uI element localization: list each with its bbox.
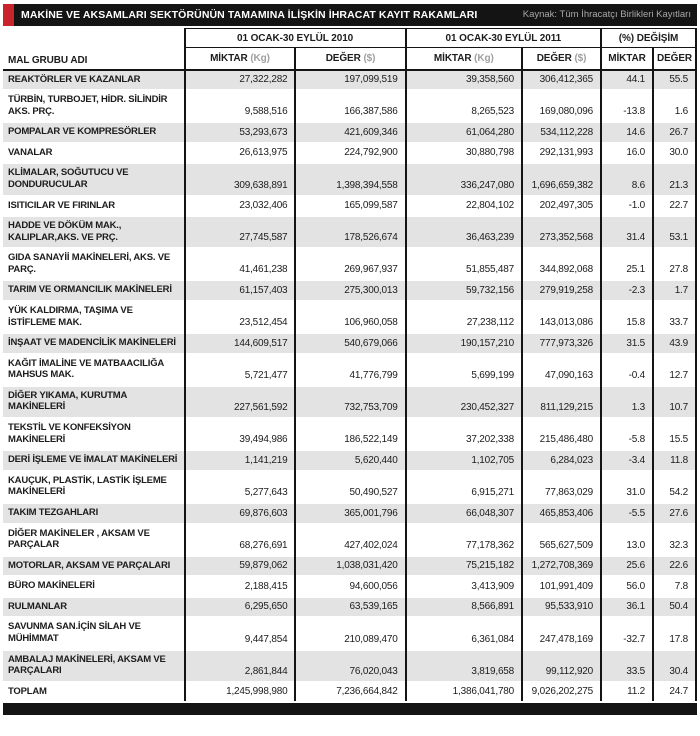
value-degisim-miktar: 25.6	[601, 556, 653, 577]
value-degisim-deger: 15.5	[653, 418, 696, 450]
column-header-miktar-2010	[185, 48, 296, 70]
value-miktar-2011: 8,566,891	[406, 597, 522, 618]
value-deger-2011: 1,272,708,369	[522, 556, 601, 577]
value-deger-2010: 540,679,066	[295, 333, 405, 354]
header-label: MİKTAR	[608, 52, 646, 64]
product-group-label: TAKIM TEZGAHLARI	[3, 503, 185, 524]
value-miktar-2010: 26,613,975	[185, 143, 296, 164]
value-deger-2010: 166,387,586	[295, 90, 405, 122]
table-row	[3, 122, 696, 143]
header-group-row	[3, 29, 696, 48]
value-miktar-2011: 30,880,798	[406, 143, 522, 164]
value-deger-2011: 6,284,023	[522, 450, 601, 471]
value-degisim-miktar: -32.7	[601, 617, 653, 649]
value-degisim-miktar: 31.4	[601, 216, 653, 248]
value-miktar-2011: 61,064,280	[406, 122, 522, 143]
header-unit: ($)	[574, 52, 587, 64]
table-row	[3, 524, 696, 556]
value-miktar-2011: 6,361,084	[406, 617, 522, 649]
value-degisim-miktar: 8.6	[601, 163, 653, 195]
value-miktar-2010: 309,638,891	[185, 163, 296, 195]
value-miktar-2011: 3,819,658	[406, 650, 522, 682]
product-group-label: ISITICILAR VE FIRINLAR	[3, 196, 185, 217]
product-group-label: TEKSTİL VE KONFEKSİYON MAKİNELERİ	[3, 418, 185, 450]
table-row	[3, 216, 696, 248]
value-degisim-deger: 24.7	[653, 682, 696, 702]
product-group-label: DERİ İŞLEME VE İMALAT MAKİNELERİ	[3, 450, 185, 471]
product-group-label: KAĞIT İMALİNE VE MATBAACILIĞA MAHSUS MAK.	[3, 354, 185, 386]
value-degisim-miktar: -0.4	[601, 354, 653, 386]
value-degisim-deger: 7.8	[653, 576, 696, 597]
table-row	[3, 503, 696, 524]
value-deger-2010: 365,001,796	[295, 503, 405, 524]
value-miktar-2010: 5,277,643	[185, 471, 296, 503]
table-row	[3, 163, 696, 195]
value-deger-2010: 186,522,149	[295, 418, 405, 450]
table-row	[3, 143, 696, 164]
page-title: MAKİNE VE AKSAMLARI SEKTÖRÜNÜN TAMAMINA İLİŞKİN İHRACAT KAYIT RAKAMLARI	[21, 9, 478, 21]
header-label: MİKTAR	[433, 52, 472, 64]
table-row	[3, 650, 696, 682]
value-deger-2011: 344,892,068	[522, 248, 601, 280]
value-miktar-2010: 1,245,998,980	[185, 682, 296, 702]
value-miktar-2010: 41,461,238	[185, 248, 296, 280]
value-miktar-2011: 51,855,487	[406, 248, 522, 280]
total-row	[3, 682, 696, 702]
value-deger-2010: 421,609,346	[295, 122, 405, 143]
table-row	[3, 556, 696, 577]
value-deger-2011: 565,627,509	[522, 524, 601, 556]
value-miktar-2011: 27,238,112	[406, 301, 522, 333]
value-deger-2011: 169,080,096	[522, 90, 601, 122]
header-label: DEĞER	[656, 52, 693, 64]
value-degisim-miktar: 11.2	[601, 682, 653, 702]
value-degisim-deger: 10.7	[653, 386, 696, 418]
value-degisim-deger: 17.8	[653, 617, 696, 649]
value-deger-2011: 247,478,169	[522, 617, 601, 649]
value-miktar-2011: 336,247,080	[406, 163, 522, 195]
product-group-label: TÜRBİN, TURBOJET, HİDR. SİLİNDİR AKS. PRÇ.	[3, 90, 185, 122]
value-deger-2010: 210,089,470	[295, 617, 405, 649]
value-miktar-2010: 144,609,517	[185, 333, 296, 354]
header-label: DEĞER	[536, 52, 572, 64]
value-miktar-2011: 37,202,338	[406, 418, 522, 450]
table-row	[3, 450, 696, 471]
table-header	[3, 29, 696, 70]
value-degisim-deger: 21.3	[653, 163, 696, 195]
column-header-mal-grubu: MAL GRUBU ADI	[3, 48, 185, 70]
value-miktar-2010: 2,861,844	[185, 650, 296, 682]
value-degisim-miktar: -13.8	[601, 90, 653, 122]
value-degisim-deger: 27.6	[653, 503, 696, 524]
value-degisim-deger: 22.7	[653, 196, 696, 217]
product-group-label: TOPLAM	[3, 682, 185, 702]
value-miktar-2010: 23,032,406	[185, 196, 296, 217]
value-degisim-miktar: 44.1	[601, 70, 653, 91]
product-group-label: GIDA SANAYİİ MAKİNELERİ, AKS. VE PARÇ.	[3, 248, 185, 280]
value-deger-2010: 50,490,527	[295, 471, 405, 503]
table-row	[3, 576, 696, 597]
value-miktar-2011: 66,048,307	[406, 503, 522, 524]
value-deger-2011: 202,497,305	[522, 196, 601, 217]
value-degisim-miktar: -1.0	[601, 196, 653, 217]
value-degisim-deger: 30.4	[653, 650, 696, 682]
value-miktar-2011: 59,732,156	[406, 280, 522, 301]
header-unit: ($)	[363, 52, 376, 64]
product-group-label: BÜRO MAKİNELERİ	[3, 576, 185, 597]
product-group-label: HADDE VE DÖKÜM MAK., KALIPLAR,AKS. VE PRÇ.	[3, 216, 185, 248]
value-deger-2010: 106,960,058	[295, 301, 405, 333]
value-miktar-2011: 1,102,705	[406, 450, 522, 471]
value-miktar-2011: 75,215,182	[406, 556, 522, 577]
value-miktar-2010: 61,157,403	[185, 280, 296, 301]
header-corner-cell	[3, 29, 185, 48]
value-deger-2011: 273,352,568	[522, 216, 601, 248]
header-unit: (Kg)	[474, 52, 494, 64]
value-degisim-deger: 32.3	[653, 524, 696, 556]
value-deger-2011: 811,129,215	[522, 386, 601, 418]
table-row	[3, 196, 696, 217]
value-degisim-deger: 27.8	[653, 248, 696, 280]
table-body	[3, 70, 696, 702]
value-degisim-deger: 53.1	[653, 216, 696, 248]
table-row	[3, 471, 696, 503]
product-group-label: RULMANLAR	[3, 597, 185, 618]
value-degisim-deger: 1.6	[653, 90, 696, 122]
value-miktar-2010: 59,879,062	[185, 556, 296, 577]
value-degisim-miktar: 1.3	[601, 386, 653, 418]
table-row	[3, 280, 696, 301]
value-degisim-miktar: -3.4	[601, 450, 653, 471]
value-deger-2011: 9,026,202,275	[522, 682, 601, 702]
value-deger-2011: 47,090,163	[522, 354, 601, 386]
product-group-label: DİĞER YIKAMA, KURUTMA MAKİNELERİ	[3, 386, 185, 418]
value-miktar-2010: 23,512,454	[185, 301, 296, 333]
table-row	[3, 617, 696, 649]
table-row	[3, 386, 696, 418]
table-row	[3, 354, 696, 386]
value-deger-2011: 95,533,910	[522, 597, 601, 618]
table-row	[3, 301, 696, 333]
value-miktar-2010: 227,561,592	[185, 386, 296, 418]
value-miktar-2010: 27,745,587	[185, 216, 296, 248]
value-deger-2010: 76,020,043	[295, 650, 405, 682]
value-miktar-2011: 3,413,909	[406, 576, 522, 597]
value-degisim-miktar: 36.1	[601, 597, 653, 618]
product-group-label: MOTORLAR, AKSAM VE PARÇALARI	[3, 556, 185, 577]
product-group-label: REAKTÖRLER VE KAZANLAR	[3, 70, 185, 91]
value-deger-2011: 101,991,409	[522, 576, 601, 597]
column-header-deger-2011	[522, 48, 601, 70]
value-degisim-deger: 50.4	[653, 597, 696, 618]
value-deger-2010: 94,600,056	[295, 576, 405, 597]
header-sub-row	[3, 48, 696, 70]
value-miktar-2010: 9,588,516	[185, 90, 296, 122]
value-deger-2011: 77,863,029	[522, 471, 601, 503]
value-degisim-deger: 30.0	[653, 143, 696, 164]
value-miktar-2011: 8,265,523	[406, 90, 522, 122]
value-degisim-miktar: 31.0	[601, 471, 653, 503]
column-header-degisim-deger	[653, 48, 696, 70]
table-row	[3, 333, 696, 354]
table-row	[3, 418, 696, 450]
export-data-table	[3, 28, 697, 701]
product-group-label: POMPALAR VE KOMPRESÖRLER	[3, 122, 185, 143]
column-header-deger-2010	[295, 48, 405, 70]
header-label: DEĞER	[325, 52, 361, 64]
column-group-2010: 01 OCAK-30 EYLÜL 2010	[185, 29, 406, 48]
value-deger-2010: 178,526,674	[295, 216, 405, 248]
column-header-miktar-2011	[406, 48, 522, 70]
title-bar	[3, 4, 697, 26]
product-group-label: AMBALAJ MAKİNELERİ, AKSAM VE PARÇALARI	[3, 650, 185, 682]
value-deger-2010: 275,300,013	[295, 280, 405, 301]
value-degisim-miktar: -5.5	[601, 503, 653, 524]
table-row	[3, 90, 696, 122]
value-deger-2010: 41,776,799	[295, 354, 405, 386]
value-miktar-2010: 5,721,477	[185, 354, 296, 386]
value-deger-2011: 143,013,086	[522, 301, 601, 333]
product-group-label: TARIM VE ORMANCILIK MAKİNELERİ	[3, 280, 185, 301]
value-miktar-2010: 69,876,603	[185, 503, 296, 524]
table-row	[3, 248, 696, 280]
header-unit: (Kg)	[250, 52, 270, 64]
value-deger-2010: 7,236,664,842	[295, 682, 405, 702]
value-degisim-miktar: 14.6	[601, 122, 653, 143]
value-miktar-2011: 39,358,560	[406, 70, 522, 91]
table-row	[3, 70, 696, 91]
column-group-2011: 01 OCAK-30 EYLÜL 2011	[406, 29, 601, 48]
value-degisim-miktar: 15.8	[601, 301, 653, 333]
value-deger-2010: 269,967,937	[295, 248, 405, 280]
value-miktar-2011: 6,915,271	[406, 471, 522, 503]
value-deger-2010: 1,398,394,558	[295, 163, 405, 195]
value-degisim-miktar: -2.3	[601, 280, 653, 301]
column-group-change: (%) DEĞİŞİM	[601, 29, 696, 48]
value-deger-2010: 224,792,900	[295, 143, 405, 164]
value-deger-2011: 306,412,365	[522, 70, 601, 91]
bottom-bar	[3, 703, 697, 715]
value-degisim-miktar: 13.0	[601, 524, 653, 556]
value-miktar-2011: 77,178,362	[406, 524, 522, 556]
value-miktar-2011: 36,463,239	[406, 216, 522, 248]
product-group-label: YÜK KALDIRMA, TAŞIMA VE İSTİFLEME MAK.	[3, 301, 185, 333]
header-label: MİKTAR	[210, 52, 248, 64]
value-degisim-miktar: 25.1	[601, 248, 653, 280]
red-accent-bar	[3, 4, 14, 26]
value-deger-2010: 427,402,024	[295, 524, 405, 556]
value-miktar-2011: 1,386,041,780	[406, 682, 522, 702]
column-header-degisim-miktar	[601, 48, 653, 70]
value-miktar-2010: 27,322,282	[185, 70, 296, 91]
value-degisim-deger: 33.7	[653, 301, 696, 333]
value-degisim-deger: 54.2	[653, 471, 696, 503]
value-degisim-miktar: 33.5	[601, 650, 653, 682]
value-miktar-2011: 22,804,102	[406, 196, 522, 217]
value-degisim-miktar: 16.0	[601, 143, 653, 164]
value-degisim-deger: 26.7	[653, 122, 696, 143]
value-degisim-deger: 43.9	[653, 333, 696, 354]
value-deger-2011: 777,973,326	[522, 333, 601, 354]
value-deger-2010: 63,539,165	[295, 597, 405, 618]
value-degisim-miktar: 56.0	[601, 576, 653, 597]
value-miktar-2011: 190,157,210	[406, 333, 522, 354]
product-group-label: İNŞAAT VE MADENCİLİK MAKİNELERİ	[3, 333, 185, 354]
value-degisim-deger: 1.7	[653, 280, 696, 301]
value-miktar-2010: 2,188,415	[185, 576, 296, 597]
value-miktar-2011: 230,452,327	[406, 386, 522, 418]
value-deger-2011: 215,486,480	[522, 418, 601, 450]
value-miktar-2010: 1,141,219	[185, 450, 296, 471]
value-deger-2010: 1,038,031,420	[295, 556, 405, 577]
value-deger-2010: 732,753,709	[295, 386, 405, 418]
value-degisim-miktar: -5.8	[601, 418, 653, 450]
value-deger-2011: 1,696,659,382	[522, 163, 601, 195]
value-deger-2011: 465,853,406	[522, 503, 601, 524]
product-group-label: KLİMALAR, SOĞUTUCU VE DONDURUCULAR	[3, 163, 185, 195]
value-degisim-deger: 22.6	[653, 556, 696, 577]
value-degisim-deger: 12.7	[653, 354, 696, 386]
value-miktar-2010: 9,447,854	[185, 617, 296, 649]
value-miktar-2010: 53,293,673	[185, 122, 296, 143]
value-degisim-deger: 11.8	[653, 450, 696, 471]
value-deger-2010: 5,620,440	[295, 450, 405, 471]
value-miktar-2010: 6,295,650	[185, 597, 296, 618]
value-miktar-2010: 68,276,691	[185, 524, 296, 556]
value-deger-2011: 99,112,920	[522, 650, 601, 682]
value-deger-2011: 279,919,258	[522, 280, 601, 301]
value-deger-2011: 292,131,993	[522, 143, 601, 164]
value-degisim-deger: 55.5	[653, 70, 696, 91]
value-miktar-2010: 39,494,986	[185, 418, 296, 450]
source-note: Kaynak: Tüm İhracatçı Birlikleri Kayıtları	[522, 9, 691, 20]
value-deger-2010: 197,099,519	[295, 70, 405, 91]
value-miktar-2011: 5,699,199	[406, 354, 522, 386]
product-group-label: VANALAR	[3, 143, 185, 164]
product-group-label: SAVUNMA SAN.İÇİN SİLAH VE MÜHİMMAT	[3, 617, 185, 649]
table-row	[3, 597, 696, 618]
product-group-label: KAUÇUK, PLASTİK, LASTİK İŞLEME MAKİNELERİ	[3, 471, 185, 503]
value-deger-2011: 534,112,228	[522, 122, 601, 143]
product-group-label: DİĞER MAKİNELER , AKSAM VE PARÇALAR	[3, 524, 185, 556]
value-degisim-miktar: 31.5	[601, 333, 653, 354]
value-deger-2010: 165,099,587	[295, 196, 405, 217]
